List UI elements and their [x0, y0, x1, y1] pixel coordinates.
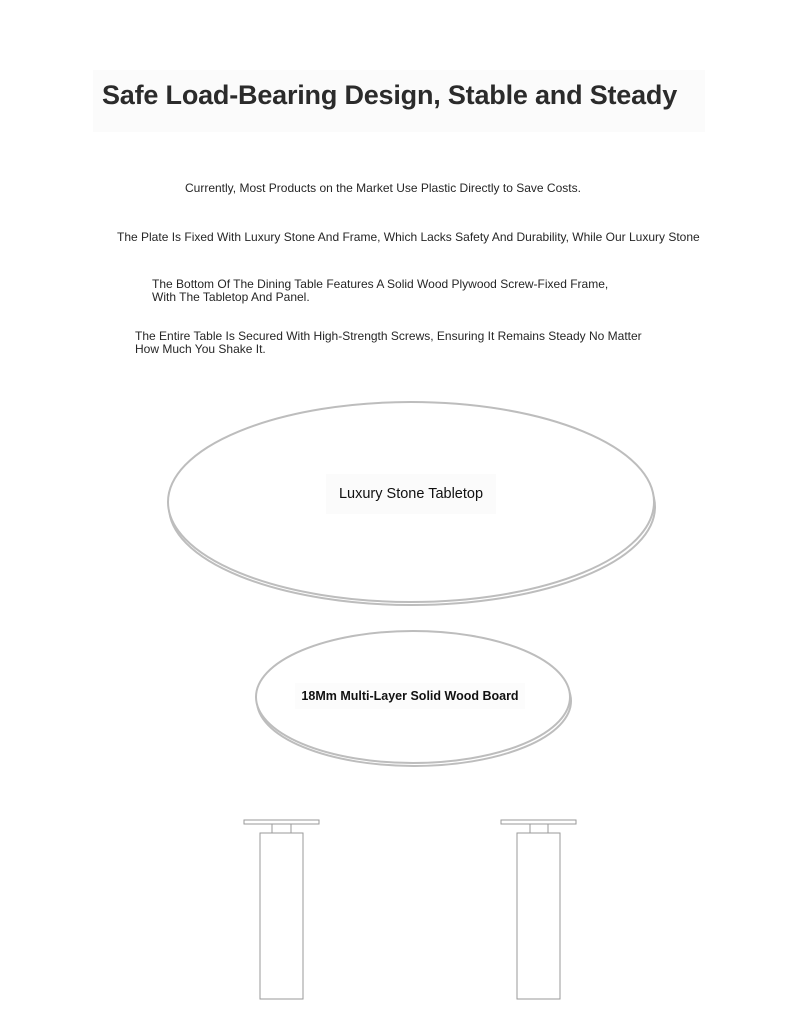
table-leg-left — [244, 820, 319, 999]
board-label: 18Mm Multi-Layer Solid Wood Board — [295, 683, 525, 709]
paragraph-line: With The Tabletop And Panel. — [152, 290, 310, 304]
tabletop-label: Luxury Stone Tabletop — [326, 474, 496, 514]
paragraph-line: Currently, Most Products on the Market Use Plastic Directly to Save Costs. — [185, 181, 581, 195]
paragraph-line: How Much You Shake It. — [135, 342, 266, 356]
paragraph-line: The Plate Is Fixed With Luxury Stone And Frame, Which Lacks Safety And Durability, While Our Luxury Stone — [117, 230, 700, 244]
page-title: Safe Load-Bearing Design, Stable and Steady — [102, 80, 678, 110]
paragraph-line: The Bottom Of The Dining Table Features A Solid Wood Plywood Screw-Fixed Frame, — [152, 277, 609, 291]
paragraph-line: The Entire Table Is Secured With High-Strength Screws, Ensuring It Remains Steady No Matter — [135, 329, 642, 343]
table-leg-right — [501, 820, 576, 999]
